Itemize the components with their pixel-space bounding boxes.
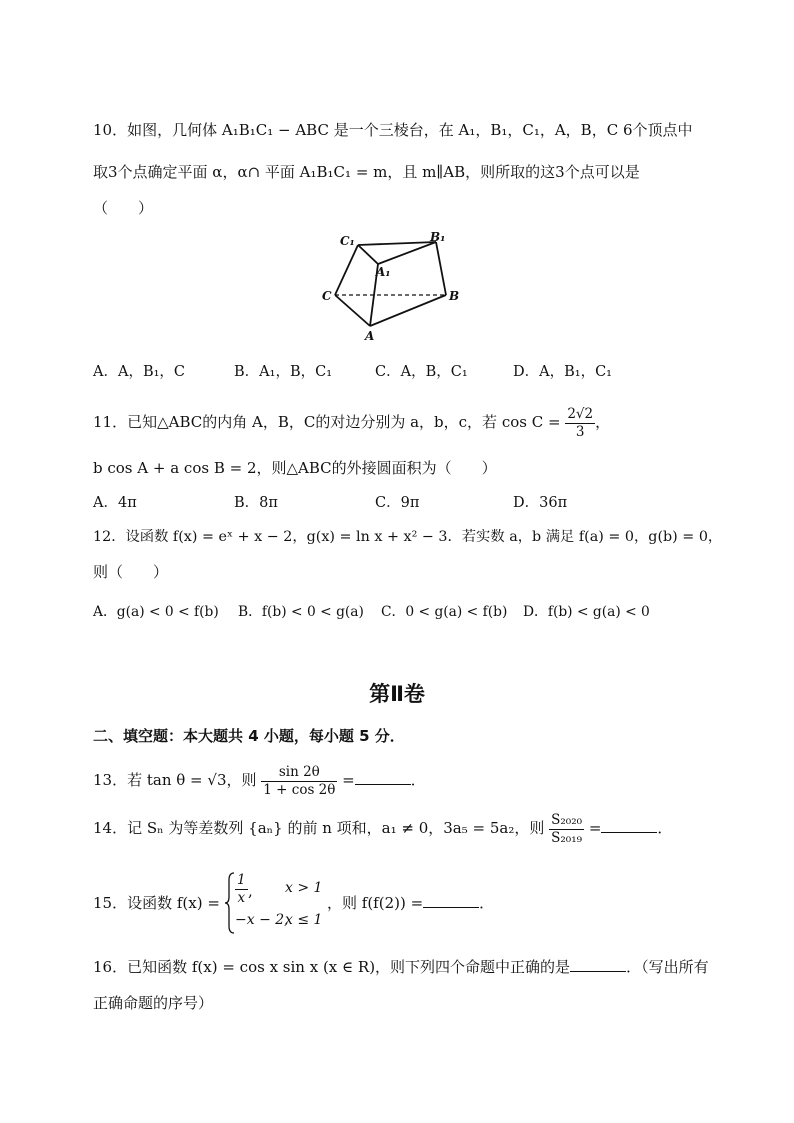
- edge-b1-b: [436, 242, 446, 295]
- q10-option-d: D．A，B₁，C₁: [513, 364, 612, 380]
- q15-case1-cond: x > 1: [285, 880, 323, 896]
- q15-tail: [327, 892, 494, 913]
- q16-answer-blank[interactable]: [570, 957, 626, 972]
- q13-frac-num: sin 2θ: [261, 764, 337, 782]
- q11-option-b: B．8π: [234, 495, 278, 511]
- part-title: 第Ⅱ卷: [369, 682, 425, 706]
- q14-frac-den: S₂₀₁₉: [551, 829, 583, 846]
- label-b: B: [449, 289, 460, 303]
- label-c: C: [322, 289, 332, 303]
- q15-period: ．: [479, 894, 495, 912]
- q13-equals: =: [342, 771, 355, 789]
- q10-option-b: B．A₁，B，C₁: [234, 364, 333, 380]
- q15-case1-num: 1: [237, 872, 246, 888]
- edge-b1-a1: [378, 242, 436, 264]
- q12-option-b: B．f(b) < 0 < g(a): [238, 604, 364, 620]
- edge-c-a: [335, 295, 370, 326]
- q11-options: [93, 491, 567, 512]
- q10-option-a: A．A，B₁，C: [93, 364, 186, 380]
- q15-case1-comma: ,: [248, 882, 253, 900]
- q11-option-a: A．4π: [93, 495, 137, 511]
- q14-frac-num: S₂₀₂₀: [551, 811, 583, 828]
- q12-option-d: D．f(b) < g(a) < 0: [523, 604, 650, 620]
- q11-frac-num: 2√2: [567, 405, 594, 422]
- q15-case1-fraction: [235, 872, 248, 907]
- q13-fraction: [261, 764, 337, 799]
- frustum-figure: [318, 228, 478, 346]
- q13-answer-blank[interactable]: [355, 770, 411, 785]
- q11-line1: [93, 402, 610, 442]
- q11-cos-fraction: [565, 406, 595, 441]
- q15-query: ，则 f(f(2)) =: [327, 894, 424, 912]
- q13-period: ．: [410, 771, 426, 789]
- label-c1: C₁: [340, 234, 355, 248]
- q11-option-c: C．9π: [375, 495, 420, 511]
- q12-options: [93, 600, 650, 620]
- q16-stem: 16．已知函数 f(x) = cos x sin x (x ∈ R)，则下列四个命题中正确的是: [93, 958, 571, 976]
- q16-line2: 正确命题的序号）: [93, 994, 214, 1012]
- q11-frac-den: 3: [575, 423, 585, 440]
- q13-stem: 13．若 tan θ = √3，则: [93, 771, 257, 789]
- q15-case1-den: x: [237, 890, 246, 906]
- label-a1: A₁: [376, 265, 391, 279]
- q15-stem: 15．设函数 f(x) =: [93, 894, 220, 912]
- q15-case2-cond: x ≤ 1: [285, 912, 323, 928]
- q16-line1: [93, 957, 709, 977]
- q10-options: [93, 360, 612, 381]
- q14-line: [93, 808, 672, 848]
- q14-stem: 14．记 Sₙ 为等差数列 {aₙ} 的前 n 项和，a₁ ≠ 0，3a₅ = 5a₂，则: [93, 819, 545, 837]
- q12-line1: 12．设函数 f(x) = eˣ + x − 2，g(x) = ln x + x² − 3．若实数 a，b 满足 f(a) = 0，g(b) = 0，: [93, 529, 723, 545]
- q14-answer-blank[interactable]: [601, 818, 657, 833]
- q12-option-c: C．0 < g(a) < f(b): [381, 604, 508, 620]
- edge-b-a: [370, 295, 446, 326]
- q10-answer-bracket: （ ）: [93, 199, 154, 217]
- section-heading: 二、填空题：本大题共 4 小题，每小题 5 分．: [93, 727, 405, 745]
- q11-stem: 11．已知△ABC的内角 A，B，C的对边分别为 a，b，c，若 cos C =: [93, 413, 561, 431]
- q15-answer-blank[interactable]: [423, 893, 479, 908]
- edge-c1-b1: [358, 242, 436, 245]
- q14-equals: =: [588, 819, 602, 837]
- q14-fraction: [549, 812, 584, 847]
- q15-case2-value: −x − 2,: [235, 912, 289, 928]
- q15-block: [93, 870, 693, 936]
- label-b1: B₁: [430, 230, 446, 244]
- label-a: A: [365, 329, 375, 343]
- q10-line1: 10．如图，几何体 A₁B₁C₁ − ABC 是一个三棱台，在 A₁，B₁，C₁，A，B，C 6个顶点中: [93, 121, 693, 139]
- q14-period: ．: [657, 819, 673, 837]
- q12-line2: 则（ ）: [93, 563, 169, 581]
- q10-line2: 取3个点确定平面 α，α∩ 平面 A₁B₁C₁ = m，且 m∥AB，则所取的这3个点可以是: [93, 163, 640, 181]
- q15-brace: [225, 872, 235, 934]
- q11-comma: ，: [595, 413, 611, 431]
- q10-option-c: C．A，B，C₁: [375, 364, 468, 380]
- q11-option-d: D．36π: [513, 495, 568, 511]
- q13-frac-den: 1 + cos 2θ: [263, 781, 336, 798]
- edge-c1-a1: [358, 245, 378, 264]
- q12-option-a: A．g(a) < 0 < f(b): [93, 604, 219, 620]
- edge-c1-c: [335, 245, 358, 295]
- q13-line: [93, 760, 426, 800]
- q11-line2: b cos A + a cos B = 2，则△ABC的外接圆面积为（ ）: [93, 459, 497, 477]
- q16-note: ．（写出所有: [626, 958, 709, 976]
